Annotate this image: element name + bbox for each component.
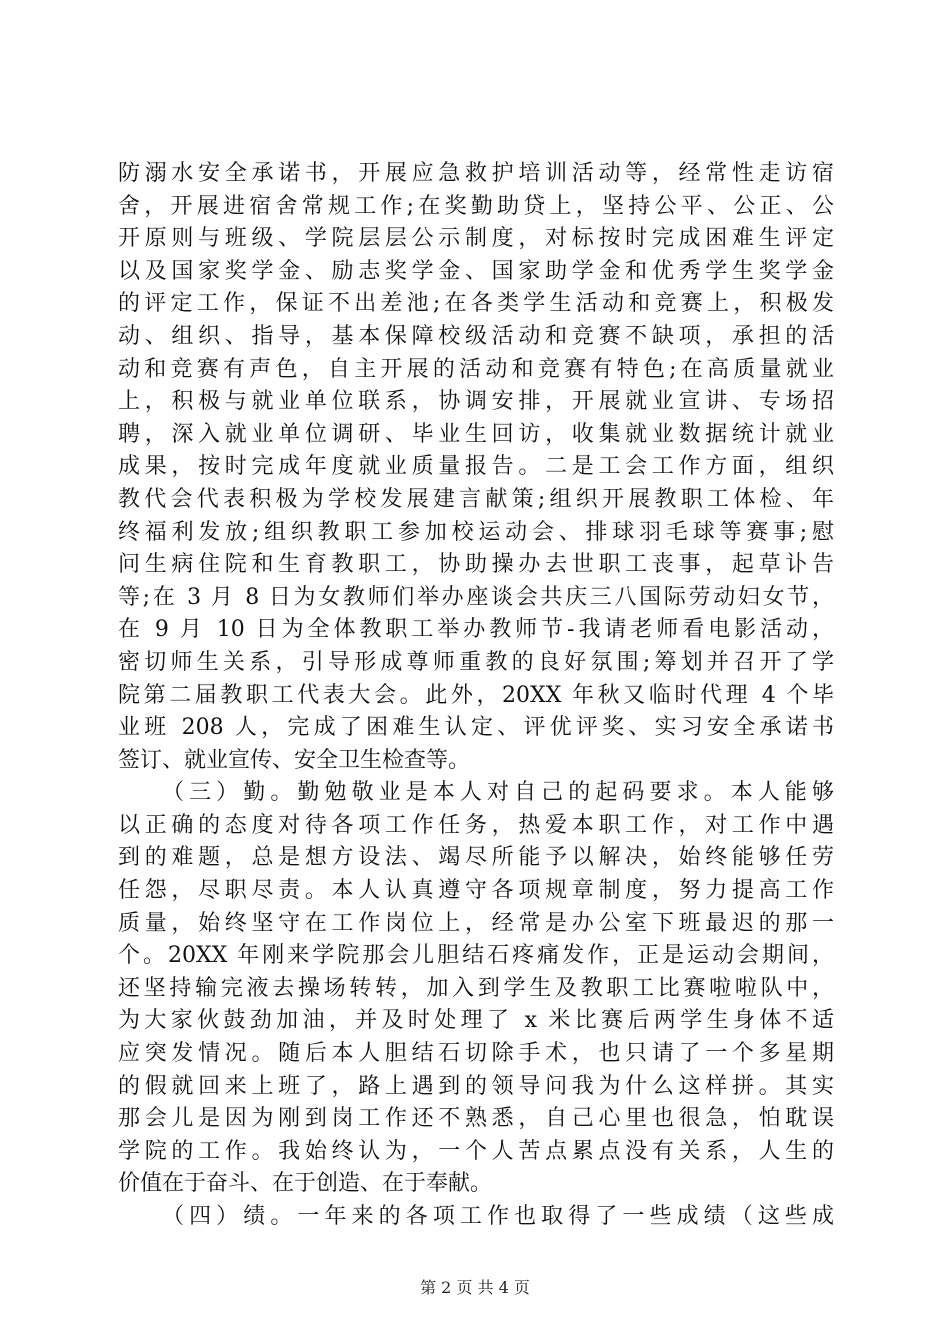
text-line: 个。20XX 年刚来学院那会儿胆结石疼痛发作，正是运动会期间， [118, 943, 834, 969]
text-line: 终福利发放;组织教职工参加校运动会、排球羽毛球等赛事;慰 [118, 519, 834, 545]
text-line: （三）勤。勤勉敬业是本人对自己的起码要求。本人能够 [162, 780, 834, 806]
text-line: 价值在于奋斗、在于创造、在于奉献。 [118, 1171, 493, 1197]
text-line: 的评定工作，保证不出差池;在各类学生活动和竞赛上，积极发 [118, 291, 834, 317]
text-line: 动和竞赛有声色，自主开展的活动和竞赛有特色;在高质量就业 [118, 356, 834, 382]
text-line: （四）绩。一年来的各项工作也取得了一些成绩（这些成 [162, 1204, 834, 1229]
text-line: 开原则与班级、学院层层公示制度，对标按时完成困难生评定 [118, 226, 834, 252]
text-line: 签订、就业宣传、安全卫生检查等。 [118, 747, 471, 773]
text-line: 以及国家奖学金、励志奖学金、国家助学金和优秀学生奖学金 [118, 258, 834, 284]
text-line: 为大家伙鼓劲加油，并及时处理了 x 米比赛后两学生身体不适 [118, 1008, 834, 1034]
text-line: 防溺水安全承诺书，开展应急救护培训活动等，经常性走访宿 [118, 161, 834, 186]
text-line: 动、组织、指导，基本保障校级活动和竞赛不缺项，承担的活 [118, 323, 834, 349]
text-line: 聘，深入就业单位调研、毕业生回访，收集就业数据统计就业 [118, 421, 834, 447]
text-line: 到的难题，总是想方设法、竭尽所能予以解决，始终能够任劳 [118, 845, 834, 871]
document-body [118, 158, 834, 1234]
text-line: 学院的工作。我始终认为，一个人苦点累点没有关系，人生的 [118, 1138, 834, 1164]
text-line: 教代会代表积极为学校发展建言献策;组织开展教职工体检、年 [118, 486, 834, 512]
text-line: 问生病住院和生育教职工，协助操办去世职工丧事，起草讣告 [118, 552, 834, 578]
text-line: 院第二届教职工代表大会。此外，20XX 年秋又临时代理 4 个毕 [118, 682, 834, 708]
text-line: 成果，按时完成年度就业质量报告。二是工会工作方面，组织 [118, 454, 834, 480]
text-line: 以正确的态度对待各项工作任务，热爱本职工作，对工作中遇 [118, 812, 834, 838]
text-line: 上，积极与就业单位联系，协调安排，开展就业宣讲、专场招 [118, 389, 834, 415]
text-line: 应突发情况。随后本人胆结石切除手术，也只请了一个多星期 [118, 1041, 834, 1067]
text-line: 业班 208 人，完成了困难生认定、评优评奖、实习安全承诺书 [118, 715, 834, 741]
text-line: 在 9 月 10 日为全体教职工举办教师节-我请老师看电影活动， [118, 617, 834, 643]
text-line: 任怨，尽职尽责。本人认真遵守各项规章制度，努力提高工作 [118, 878, 834, 904]
text-line: 等;在 3 月 8 日为女教师们举办座谈会共庆三八国际劳动妇女节， [118, 584, 834, 610]
text-line: 舍，开展进宿舍常规工作;在奖勤助贷上，坚持公平、公正、公 [118, 193, 834, 219]
page-footer: 第 2 页 共 4 页 [420, 1278, 530, 1297]
text-line: 的假就回来上班了，路上遇到的领导问我为什么这样拼。其实 [118, 1073, 834, 1099]
text-line: 那会儿是因为刚到岗工作还不熟悉，自己心里也很急，怕耽误 [118, 1106, 834, 1132]
text-line: 质量，始终坚守在工作岗位上，经常是办公室下班最迟的那一 [118, 910, 834, 936]
text-line: 密切师生关系，引导形成尊师重教的良好氛围;筹划并召开了学 [118, 649, 834, 675]
text-line: 还坚持输完液去操场转转，加入到学生及教职工比赛啦啦队中， [118, 975, 834, 1001]
